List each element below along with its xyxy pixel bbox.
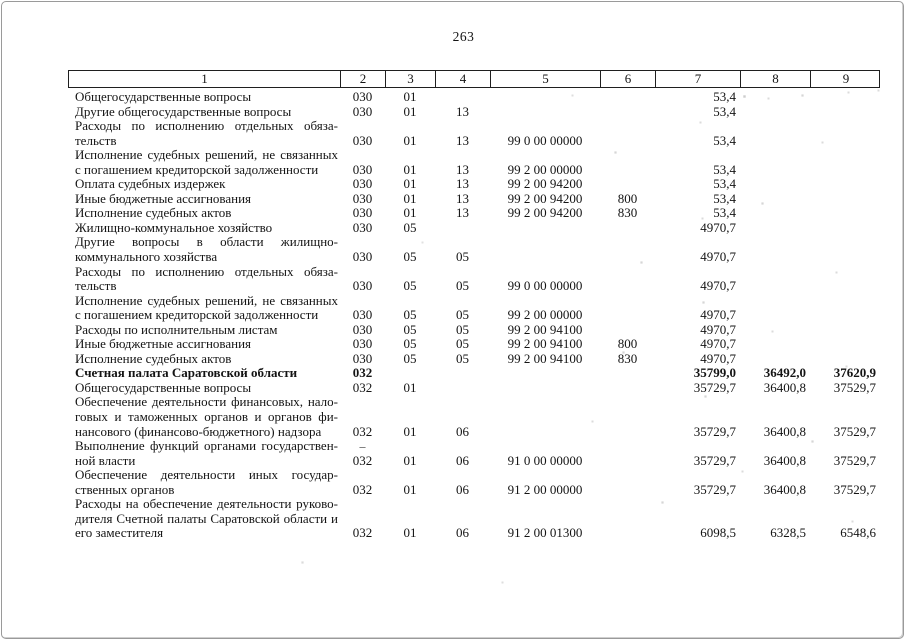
cell-col9: 37529,7: [833, 379, 876, 395]
cell-col3: 01: [403, 176, 417, 192]
scan-artifact-dash: –: [359, 439, 366, 454]
cell-col2: 030: [352, 219, 373, 235]
cell-col7: 53,4: [713, 176, 736, 192]
cell-col3: 05: [403, 321, 417, 337]
cell-col2: 032: [352, 481, 373, 497]
cell-col5: 91 2 00 00000: [507, 481, 583, 497]
table-row: [68, 323, 880, 338]
cell-col4: 13: [456, 132, 469, 148]
cell-col5: 91 0 00 00000: [507, 452, 583, 468]
cell-col8: 36400,8: [763, 452, 806, 468]
cell-col3: 01: [403, 205, 417, 221]
cell-col5: 91 2 00 01300: [507, 525, 583, 541]
cell-col8: 36400,8: [763, 379, 806, 395]
cell-col5: 99 2 00 94100: [507, 321, 583, 337]
cell-col4: 05: [456, 307, 469, 323]
cell-col2: 032: [352, 423, 373, 439]
cell-col9: 37529,7: [833, 452, 876, 468]
table-row: [68, 439, 880, 468]
cell-col7: 53,4: [713, 103, 736, 119]
cell-col3: 05: [403, 350, 417, 366]
cell-col5: 99 2 00 94100: [507, 336, 583, 352]
cell-col8: 36400,8: [763, 481, 806, 497]
cell-col7: 35729,7: [693, 481, 736, 497]
cell-col5: 99 0 00 00000: [507, 132, 583, 148]
page-number: 263: [452, 29, 475, 44]
cell-col7: 53,4: [713, 89, 736, 104]
cell-col7: 4970,7: [700, 350, 736, 366]
table-row: [68, 177, 880, 192]
table-row: [68, 381, 880, 396]
row-description: Исполнение судебных решений, не связанных с погашением кредиторской задолженности: [75, 147, 338, 177]
row-description: Исполнение судебных решений, не связанных с погашением кредиторской задолженности: [75, 292, 338, 323]
cell-col5: 99 2 00 00000: [507, 161, 583, 177]
cell-col4: 06: [456, 481, 469, 497]
table-row: [68, 206, 880, 221]
cell-col7: 53,4: [713, 161, 736, 177]
cell-col4: 05: [456, 249, 469, 265]
table-row: [68, 148, 880, 177]
row-description: Расходы по исполнению отдельных обяза- тельств: [75, 118, 338, 148]
row-description: Иные бюджетные ассигнования: [75, 190, 252, 206]
table-row: [68, 337, 880, 352]
header-cell: 8: [741, 71, 811, 87]
cell-col2: 032: [352, 525, 373, 541]
table-row: [68, 235, 880, 264]
cell-col2: 030: [352, 249, 373, 265]
cell-col3: 05: [403, 307, 417, 323]
cell-col2: 030: [352, 190, 373, 206]
cell-col4: 13: [456, 176, 469, 192]
cell-col4: 13: [456, 103, 469, 119]
cell-col2: 030: [352, 307, 373, 323]
cell-col4: 05: [456, 321, 469, 337]
cell-col7: 4970,7: [700, 249, 736, 265]
row-description: Оплата судебных издержек: [75, 176, 226, 192]
row-description: Исполнение судебных актов: [75, 205, 232, 221]
cell-col5: 99 2 00 94200: [507, 176, 583, 192]
cell-col3: 05: [403, 219, 417, 235]
cell-col7: 53,4: [713, 205, 736, 221]
cell-col9: 37620,9: [833, 365, 876, 381]
row-description: Общегосударственные вопросы: [75, 379, 252, 395]
cell-col3: 01: [403, 452, 417, 468]
table-row: [68, 105, 880, 120]
cell-col7: 4970,7: [700, 321, 736, 337]
cell-col5: 99 0 00 00000: [507, 278, 583, 294]
cell-col4: 05: [456, 278, 469, 294]
cell-col7: 35799,0: [693, 365, 736, 381]
row-description: Расходы на обеспечение деятельности руково- дителя Счетной палаты Саратовской области и его заместителя: [75, 496, 338, 541]
cell-col9: 37529,7: [833, 481, 876, 497]
cell-col2: – 032: [340, 439, 385, 468]
cell-col7: 4970,7: [700, 278, 736, 294]
table-row: [68, 497, 880, 541]
cell-col7: 35729,7: [693, 452, 736, 468]
table-row: [68, 119, 880, 148]
row-description: Другие вопросы в области жилищно- коммунального хозяйства: [75, 234, 338, 265]
cell-col7: 6098,5: [700, 525, 736, 541]
cell-col6: 830: [617, 205, 638, 221]
cell-col4: 06: [456, 423, 469, 439]
budget-table: [68, 70, 880, 541]
table-row: [68, 294, 880, 323]
cell-col2: 032: [352, 365, 373, 381]
row-description: Иные бюджетные ассигнования: [75, 336, 252, 352]
table-body: [68, 90, 880, 541]
table-row: [68, 265, 880, 294]
cell-col7: 4970,7: [700, 219, 736, 235]
cell-col6: 830: [617, 350, 638, 366]
cell-col2: 030: [352, 336, 373, 352]
row-description: Общегосударственные вопросы: [75, 89, 252, 104]
cell-col5: 99 2 00 94200: [507, 190, 583, 206]
table-row: [68, 221, 880, 236]
cell-col7: 35729,7: [693, 423, 736, 439]
cell-col7: 4970,7: [700, 307, 736, 323]
header-cell: 7: [656, 71, 741, 87]
cell-col2: 030: [352, 176, 373, 192]
table-row: [68, 468, 880, 497]
cell-col4: 13: [456, 190, 469, 206]
header-cell: 1: [69, 71, 341, 87]
cell-col7: 4970,7: [700, 336, 736, 352]
cell-col3: 01: [403, 89, 417, 104]
row-description: Выполнение функций органами государствен- ной власти: [75, 438, 338, 468]
cell-col8: 36400,8: [763, 423, 806, 439]
cell-col2: 030: [352, 278, 373, 294]
scan-noise: [0, 0, 1, 1]
row-description: Счетная палата Саратовской области: [75, 365, 298, 381]
cell-col3: 01: [403, 103, 417, 119]
table-row: [68, 395, 880, 439]
cell-col3: 05: [403, 249, 417, 265]
cell-col3: 01: [403, 161, 417, 177]
cell-col2: 030: [352, 321, 373, 337]
cell-col3: 01: [403, 379, 417, 395]
header-cell: 4: [436, 71, 491, 87]
cell-col8: 6328,5: [770, 525, 806, 541]
cell-col2: 030: [352, 161, 373, 177]
cell-col5: 99 2 00 00000: [507, 307, 583, 323]
header-cell: 9: [842, 71, 850, 86]
row-description: Обеспечение деятельности финансовых, нало- говых и таможенных органов и органов фи- нансового (финансово-бюджетного) надзора: [75, 394, 338, 439]
cell-col3: 01: [403, 481, 417, 497]
cell-col2: 030: [352, 89, 373, 104]
cell-col3: 01: [403, 525, 417, 541]
cell-col8: 36492,0: [763, 365, 806, 381]
cell-col3: 05: [403, 336, 417, 352]
cell-col4: 13: [456, 205, 469, 221]
cell-col2: 030: [352, 103, 373, 119]
header-cell: 3: [386, 71, 436, 87]
cell-col4: 05: [456, 350, 469, 366]
cell-col2: 032: [352, 379, 373, 395]
cell-col4: 06: [456, 452, 469, 468]
cell-col2: 030: [352, 205, 373, 221]
row-description: Исполнение судебных актов: [75, 350, 232, 366]
row-description: Жилищно-коммунальное хозяйство: [75, 219, 273, 235]
cell-col4: 06: [456, 525, 469, 541]
table-row: [68, 90, 880, 105]
cell-col2: 030: [352, 350, 373, 366]
cell-col5: 99 2 00 94100: [507, 350, 583, 366]
row-description: Другие общегосударственные вопросы: [75, 103, 292, 119]
header-cell: 6: [601, 71, 656, 87]
cell-col4: 05: [456, 336, 469, 352]
row-description: Расходы по исполнению отдельных обяза- тельств: [75, 263, 338, 294]
row-description: Обеспечение деятельности иных государ- ственных органов: [75, 467, 338, 497]
cell-col2: 030: [352, 132, 373, 148]
cell-col3: 01: [403, 132, 417, 148]
cell-col7: 53,4: [713, 190, 736, 206]
table-row: [68, 192, 880, 207]
cell-col4: 13: [456, 161, 469, 177]
cell-col9: 6548,6: [840, 525, 876, 541]
header-cell: 5: [491, 71, 601, 87]
row-description: Расходы по исполнительным листам: [75, 321, 278, 337]
cell-col5: 99 2 00 94200: [507, 205, 583, 221]
header-cell: 2: [341, 71, 386, 87]
cell-col3: 01: [403, 190, 417, 206]
table-row: [68, 352, 880, 367]
table-row: [68, 366, 880, 381]
cell-col6: 800: [617, 190, 638, 206]
cell-col3: 05: [403, 278, 417, 294]
cell-col9: 37529,7: [833, 423, 876, 439]
table-header-row: [68, 70, 880, 88]
cell-col7: 53,4: [713, 132, 736, 148]
cell-col7: 35729,7: [693, 379, 736, 395]
cell-col3: 01: [403, 423, 417, 439]
cell-col6: 800: [617, 336, 638, 352]
